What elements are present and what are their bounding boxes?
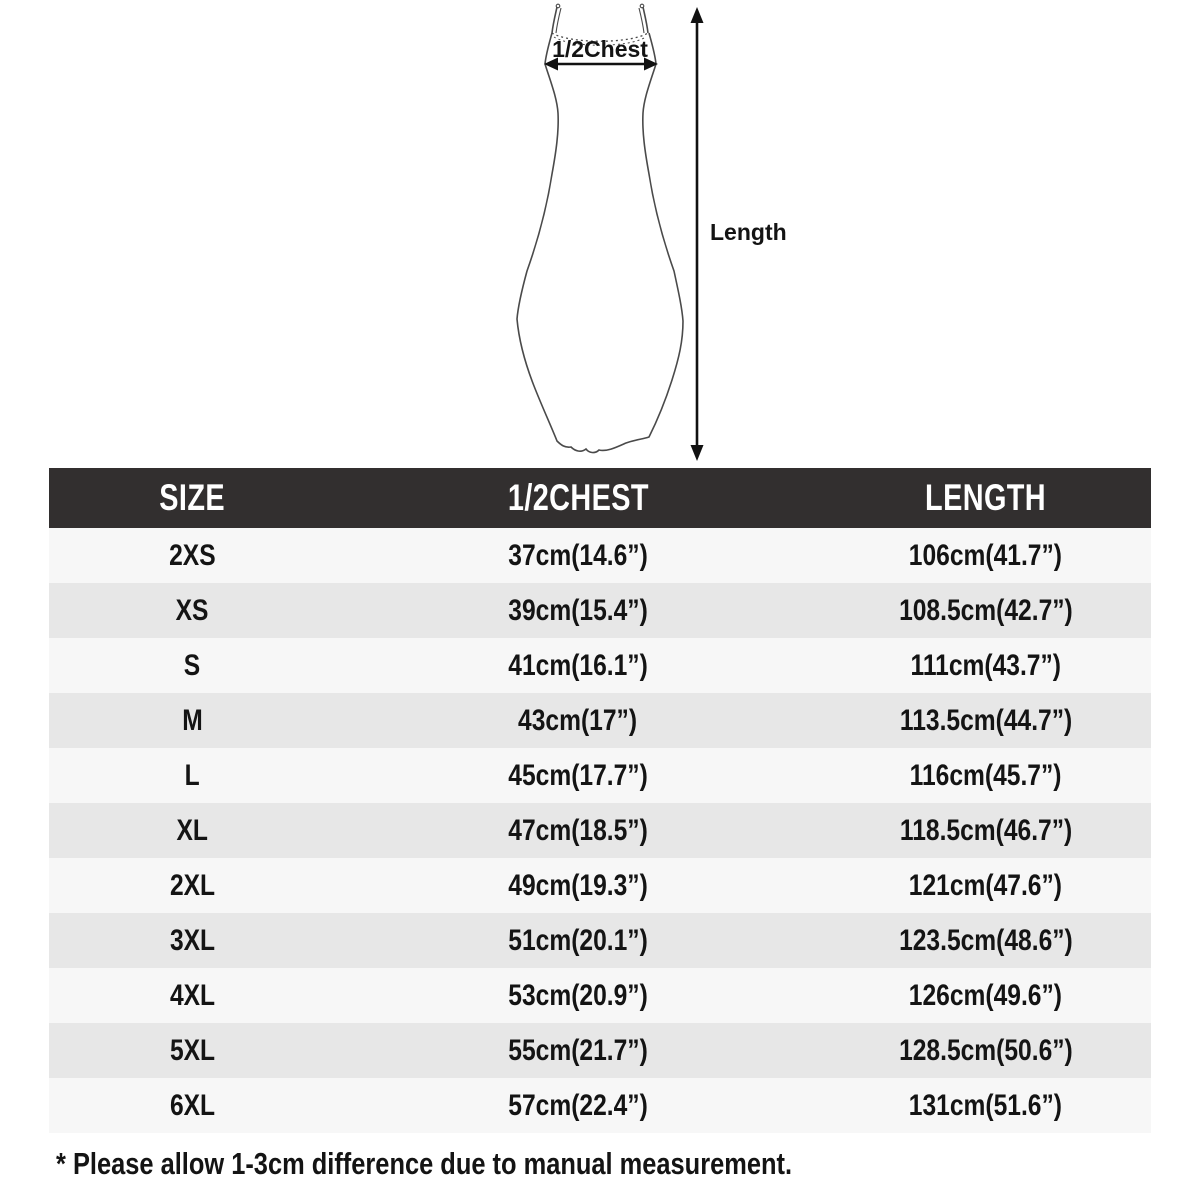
- length-cell: 111cm(43.7”): [910, 648, 1061, 682]
- chest-cell-wrap: [336, 638, 821, 693]
- size-cell: XL: [176, 813, 208, 847]
- measurement-disclaimer-text: * Please allow 1-3cm difference due to manual measurement.: [56, 1146, 793, 1181]
- length-cell: 123.5cm(48.6”): [898, 923, 1073, 957]
- right-strap-loop: [640, 4, 644, 8]
- length-arrow: [691, 7, 704, 461]
- size-cell-wrap: [49, 583, 336, 638]
- size-cell: M: [182, 703, 203, 737]
- size-cell-wrap: [49, 913, 336, 968]
- length-cell-wrap: [820, 693, 1151, 748]
- chest-cell: 39cm(15.4”): [508, 593, 648, 627]
- length-cell: 126cm(49.6”): [909, 978, 1063, 1012]
- column-header-length-label: LENGTH: [925, 477, 1047, 518]
- chest-cell: 55cm(21.7”): [508, 1033, 648, 1067]
- chest-cell-wrap: [336, 1078, 821, 1133]
- chest-measure-label: 1/2Chest: [552, 36, 648, 62]
- size-table: [49, 468, 1151, 1133]
- chest-cell: 45cm(17.7”): [508, 758, 648, 792]
- length-cell: 131cm(51.6”): [909, 1088, 1063, 1122]
- size-cell-wrap: [49, 803, 336, 858]
- chest-cell-wrap: [336, 583, 821, 638]
- length-cell-wrap: [820, 1078, 1151, 1133]
- length-cell-wrap: [820, 968, 1151, 1023]
- chest-cell-wrap: [336, 968, 821, 1023]
- chest-cell-wrap: [336, 528, 821, 583]
- size-cell-wrap: [49, 858, 336, 913]
- dress-sketch: [517, 4, 683, 452]
- length-cell-wrap: [820, 803, 1151, 858]
- chest-cell-wrap: [336, 803, 821, 858]
- size-cell: 4XL: [169, 978, 215, 1012]
- chest-cell: 47cm(18.5”): [508, 813, 648, 847]
- chest-cell: 43cm(17”): [518, 703, 638, 737]
- length-cell-wrap: [820, 583, 1151, 638]
- length-arrowhead-top: [691, 7, 704, 23]
- table-row: [49, 858, 1151, 913]
- dress-outline: [517, 33, 683, 453]
- length-cell: 118.5cm(46.7”): [899, 813, 1072, 847]
- table-row: [49, 693, 1151, 748]
- length-cell-wrap: [820, 1023, 1151, 1078]
- length-measure-label: Length: [710, 219, 787, 245]
- table-row: [49, 803, 1151, 858]
- left-strap-loop: [556, 4, 560, 8]
- size-cell: 3XL: [169, 923, 215, 957]
- size-cell: XS: [175, 593, 209, 627]
- chest-cell-wrap: [336, 1023, 821, 1078]
- table-row: [49, 638, 1151, 693]
- size-cell: 6XL: [169, 1088, 215, 1122]
- length-cell-wrap: [820, 638, 1151, 693]
- size-cell: L: [184, 758, 200, 792]
- table-row: [49, 913, 1151, 968]
- table-header-row: [49, 468, 1151, 528]
- size-cell-wrap: [49, 638, 336, 693]
- length-cell: 106cm(41.7”): [909, 538, 1063, 572]
- size-cell: 2XL: [169, 868, 215, 902]
- length-cell: 113.5cm(44.7”): [899, 703, 1072, 737]
- table-row: [49, 748, 1151, 803]
- length-cell: 116cm(45.7”): [909, 758, 1062, 792]
- size-cell: 5XL: [169, 1033, 215, 1067]
- chest-cell-wrap: [336, 693, 821, 748]
- size-cell-wrap: [49, 693, 336, 748]
- column-header-length: [820, 468, 1151, 528]
- length-cell-wrap: [820, 913, 1151, 968]
- size-cell-wrap: [49, 748, 336, 803]
- size-cell-wrap: [49, 968, 336, 1023]
- chest-cell-wrap: [336, 858, 821, 913]
- table-row: [49, 1078, 1151, 1133]
- length-cell-wrap: [820, 748, 1151, 803]
- measurement-disclaimer: [56, 1146, 1156, 1186]
- table-body: [49, 528, 1151, 1133]
- column-header-chest-label: 1/2CHEST: [507, 477, 649, 518]
- chest-cell: 41cm(16.1”): [508, 648, 648, 682]
- column-header-size-label: SIZE: [159, 477, 226, 518]
- column-header-chest: [336, 468, 821, 528]
- size-cell-wrap: [49, 528, 336, 583]
- size-cell: 2XS: [168, 538, 216, 572]
- table-row: [49, 583, 1151, 638]
- length-cell-wrap: [820, 858, 1151, 913]
- chest-cell: 49cm(19.3”): [508, 868, 648, 902]
- table-row: [49, 528, 1151, 583]
- length-arrowhead-bottom: [691, 445, 704, 461]
- length-cell-wrap: [820, 528, 1151, 583]
- table-row: [49, 968, 1151, 1023]
- chest-cell: 53cm(20.9”): [508, 978, 648, 1012]
- chest-cell: 57cm(22.4”): [508, 1088, 648, 1122]
- chest-cell: 37cm(14.6”): [508, 538, 648, 572]
- size-cell-wrap: [49, 1023, 336, 1078]
- table-row: [49, 1023, 1151, 1078]
- length-cell: 108.5cm(42.7”): [898, 593, 1073, 627]
- length-cell: 128.5cm(50.6”): [898, 1033, 1073, 1067]
- dress-measurement-diagram: [0, 0, 1200, 466]
- length-cell: 121cm(47.6”): [909, 868, 1063, 902]
- chest-cell-wrap: [336, 913, 821, 968]
- size-cell-wrap: [49, 1078, 336, 1133]
- chest-cell: 51cm(20.1”): [508, 923, 648, 957]
- column-header-size: [49, 468, 336, 528]
- size-cell: S: [184, 648, 201, 682]
- chest-cell-wrap: [336, 748, 821, 803]
